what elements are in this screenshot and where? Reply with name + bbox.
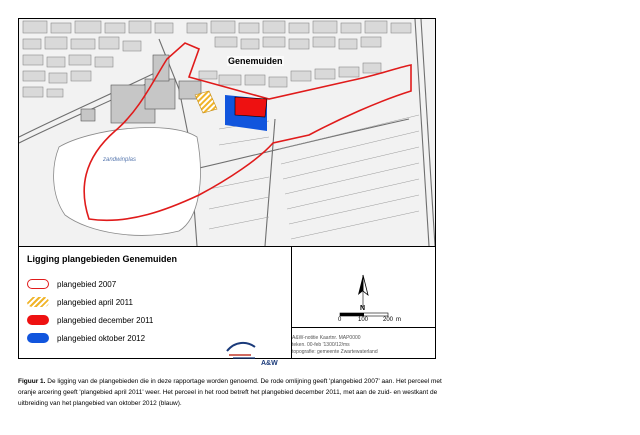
north-scale-panel xyxy=(292,247,435,328)
legend-label: plangebied 2007 xyxy=(57,279,117,289)
scale-tick-200: 200 xyxy=(383,317,394,323)
legend-label: plangebied april 2011 xyxy=(57,297,133,307)
blue-swatch-icon xyxy=(27,333,49,343)
place-label-genemuiden: Genemuiden xyxy=(228,56,283,66)
legend-item-plangebied-december-2011 xyxy=(27,313,153,327)
map-canvas xyxy=(19,19,435,246)
water-label: zandwinplas xyxy=(103,157,137,163)
scale-tick-100: 100 xyxy=(358,317,369,323)
legend-label: plangebied oktober 2012 xyxy=(57,333,146,343)
legend-label: plangebied december 2011 xyxy=(57,315,154,325)
outline-swatch-icon xyxy=(27,279,49,289)
legend-item-plangebied-april-2011 xyxy=(27,295,133,309)
north-arrow-icon xyxy=(292,247,435,327)
meta-line: teken. 00-feb '1300/12/ms xyxy=(292,342,350,348)
caption-text: De ligging van de plangebieden die in deze rapportage worden genoemd. De rode omlijning geeft 'plangebied 2007' aan. Het perceel met oranje arcering geeft 'plangebied april 2011' weer. Het perceel in het rood betreft het plangebied december 2011, met aan de zuid- en westkant de uitbreiding van het plangebied van oktober 2012 (blauw). xyxy=(18,378,442,407)
north-letter: N xyxy=(360,305,366,312)
scale-tick-0: 0 xyxy=(338,317,342,323)
legend-title: Ligging plangebieden Genemuiden xyxy=(27,254,178,264)
parcel-december-2011 xyxy=(235,97,267,117)
aw-logo-icon xyxy=(225,339,261,361)
meta-line: topografie: gemeente Zwartewaterland xyxy=(292,349,378,355)
logo-company: A&W xyxy=(261,360,278,367)
legend-item-plangebied-oktober-2012 xyxy=(27,331,145,345)
hatch-swatch-icon xyxy=(27,297,49,307)
legend-item-plangebied-2007 xyxy=(27,277,116,291)
red-swatch-icon xyxy=(27,315,49,325)
meta-line: A&W-notitie Kaartnr. MAP0000 xyxy=(292,335,361,341)
figure-caption xyxy=(18,376,458,409)
scale-unit: m xyxy=(396,317,401,323)
map-figure-frame xyxy=(18,18,436,367)
map-area xyxy=(19,19,435,247)
meta-panel xyxy=(292,328,435,358)
caption-figure-number: Figuur 1. xyxy=(18,378,46,385)
